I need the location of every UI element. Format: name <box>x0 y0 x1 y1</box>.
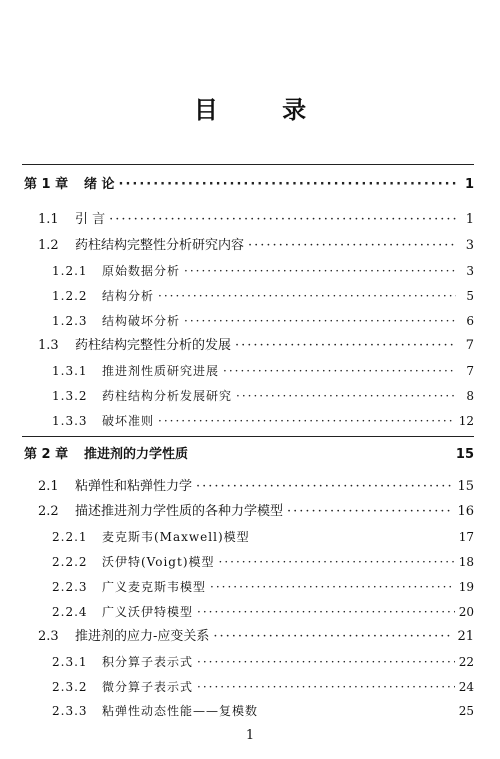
entry-page: 19 <box>458 580 474 594</box>
entry-number: 第 1 章 <box>24 177 69 192</box>
entry-page: 22 <box>458 655 474 669</box>
dot-leader <box>236 387 456 405</box>
entry-title: 广义麦克斯韦模型 <box>102 580 207 594</box>
page-title: 目 录 <box>193 96 335 124</box>
entry-page: 3 <box>465 238 474 253</box>
entry-number: 1.2.2 <box>52 289 88 303</box>
dot-leader <box>197 603 455 621</box>
toc-subsection-entry[interactable] <box>52 412 474 430</box>
toc-subsection-entry[interactable] <box>52 287 474 305</box>
entry-page: 1 <box>464 177 474 192</box>
toc-subsection-entry[interactable] <box>52 262 474 280</box>
entry-number: 1.3.1 <box>52 364 88 378</box>
dot-leader <box>196 478 453 496</box>
entry-number: 1.2.1 <box>52 264 88 278</box>
toc-section-entry[interactable] <box>38 337 474 355</box>
entry-title: 原始数据分析 <box>102 264 181 278</box>
dot-leader <box>184 312 456 330</box>
dot-leader <box>219 553 455 571</box>
toc-subsection-entry[interactable] <box>52 528 474 546</box>
entry-page: 15 <box>457 479 474 494</box>
toc-subsection-entry[interactable] <box>52 702 474 720</box>
entry-title: 推进剂的应力-应变关系 <box>75 629 210 644</box>
dot-leader <box>287 503 453 521</box>
entry-title: 推进剂的力学性质 <box>84 447 189 462</box>
entry-title: 药柱结构完整性分析的发展 <box>75 338 232 353</box>
entry-page: 24 <box>458 680 474 694</box>
entry-title: 破坏准则 <box>102 414 155 428</box>
dot-leader <box>109 211 456 229</box>
toc-section-entry[interactable] <box>38 237 474 255</box>
entry-title: 沃伊特(Voigt)模型 <box>102 555 215 569</box>
dot-leader <box>197 678 455 696</box>
entry-title: 结构分析 <box>102 289 155 303</box>
dot-leader <box>158 287 456 305</box>
entry-number: 1.3.2 <box>52 389 88 403</box>
entry-number: 第 2 章 <box>24 447 69 462</box>
entry-page: 18 <box>458 555 474 569</box>
entry-page: 6 <box>466 314 474 328</box>
dot-leader <box>119 176 456 194</box>
chapter-rule <box>22 436 474 437</box>
entry-number: 2.2.1 <box>52 530 88 544</box>
top-rule <box>22 164 474 165</box>
toc-section-entry[interactable] <box>38 503 474 521</box>
entry-page: 8 <box>466 389 474 403</box>
dot-leader <box>184 262 456 280</box>
entry-number: 1.3 <box>38 338 59 353</box>
dot-leader <box>223 362 456 380</box>
toc-subsection-entry[interactable] <box>52 678 474 696</box>
entry-title: 描述推进剂力学性质的各种力学模型 <box>75 504 284 519</box>
entry-title: 微分算子表示式 <box>102 680 194 694</box>
dot-leader <box>248 237 456 255</box>
dot-leader <box>158 412 455 430</box>
dot-leader <box>197 653 455 671</box>
toc-section-entry[interactable] <box>38 211 474 229</box>
toc-section-entry[interactable] <box>38 478 474 496</box>
entry-number: 1.3.3 <box>52 414 88 428</box>
entry-page: 3 <box>466 264 474 278</box>
entry-page: 1 <box>465 212 474 227</box>
entry-page: 17 <box>458 530 474 544</box>
entry-page: 16 <box>457 504 474 519</box>
entry-number: 2.3.3 <box>52 704 88 718</box>
entry-number: 2.3.1 <box>52 655 88 669</box>
entry-title: 绪 论 <box>84 177 115 192</box>
entry-number: 2.3.2 <box>52 680 88 694</box>
entry-title: 引 言 <box>75 212 106 227</box>
toc-subsection-entry[interactable] <box>52 578 474 596</box>
dot-leader <box>235 337 456 355</box>
entry-title: 积分算子表示式 <box>102 655 194 669</box>
toc-subsection-entry[interactable] <box>52 387 474 405</box>
entry-number: 2.2.4 <box>52 605 88 619</box>
entry-page: 7 <box>465 338 474 353</box>
entry-title: 粘弹性和粘弹性力学 <box>75 479 193 494</box>
entry-title: 麦克斯韦(Maxwell)模型 <box>102 530 250 544</box>
toc-subsection-entry[interactable] <box>52 362 474 380</box>
entry-title: 药柱结构完整性分析研究内容 <box>75 238 245 253</box>
entry-number: 2.2.3 <box>52 580 88 594</box>
entry-number: 2.3 <box>38 629 59 644</box>
entry-page: 15 <box>455 447 474 462</box>
entry-number: 1.2.3 <box>52 314 88 328</box>
entry-page: 7 <box>466 364 474 378</box>
entry-title: 广义沃伊特模型 <box>102 605 194 619</box>
entry-title: 药柱结构分析发展研究 <box>102 389 233 403</box>
entry-number: 1.1 <box>38 212 59 227</box>
entry-title: 粘弹性动态性能——复模数 <box>102 704 259 718</box>
entry-number: 2.2.2 <box>52 555 88 569</box>
entry-number: 2.1 <box>38 479 59 494</box>
entry-title: 推进剂性质研究进展 <box>102 364 220 378</box>
entry-page: 21 <box>457 629 474 644</box>
entry-page: 20 <box>458 605 474 619</box>
toc-subsection-entry[interactable] <box>52 653 474 671</box>
toc-section-entry[interactable] <box>38 628 474 646</box>
footer-page-number: 1 <box>245 728 255 743</box>
entry-title: 结构破坏分析 <box>102 314 181 328</box>
entry-number: 1.2 <box>38 238 59 253</box>
entry-page: 25 <box>458 704 474 718</box>
entry-number: 2.2 <box>38 504 59 519</box>
entry-page: 12 <box>458 414 474 428</box>
toc-chapter-entry[interactable] <box>24 446 474 464</box>
toc-chapter-entry[interactable] <box>24 176 474 194</box>
toc-subsection-entry[interactable] <box>52 312 474 330</box>
dot-leader <box>210 578 455 596</box>
entry-page: 5 <box>466 289 474 303</box>
toc-subsection-entry[interactable] <box>52 553 474 571</box>
dot-leader <box>213 628 453 646</box>
toc-subsection-entry[interactable] <box>52 603 474 621</box>
